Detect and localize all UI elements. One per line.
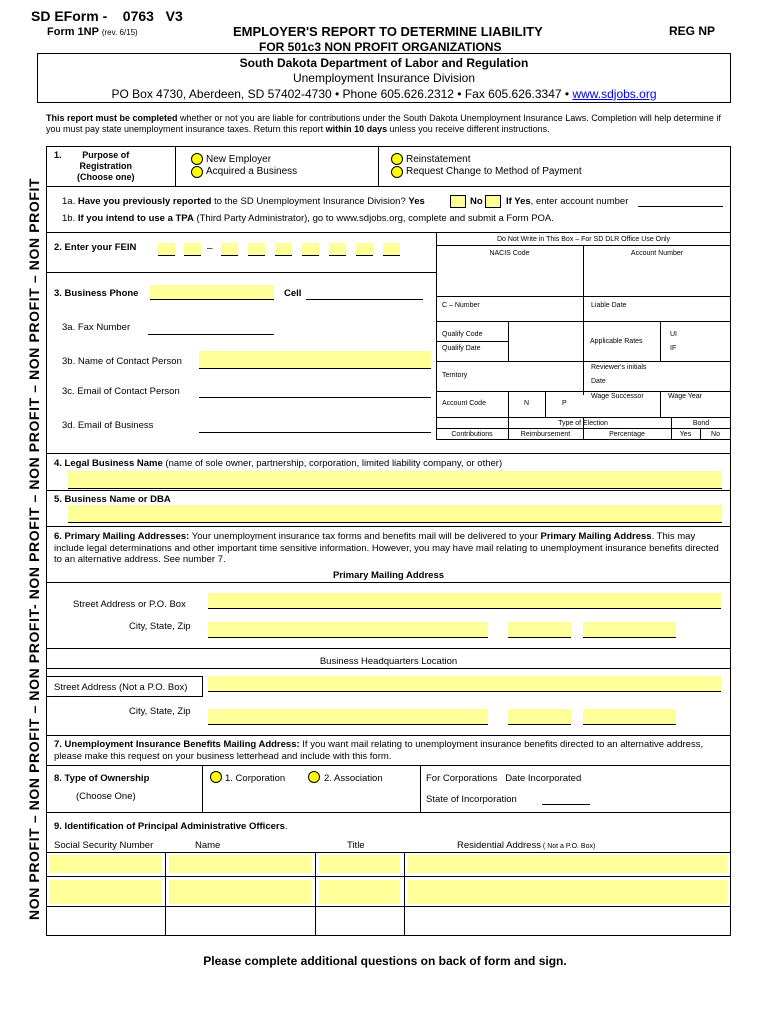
previously-reported-no-checkbox[interactable] — [485, 195, 501, 208]
association-radio[interactable] — [308, 771, 320, 783]
city-label: City, State, Zip — [129, 621, 191, 632]
fein-digit-8[interactable] — [356, 243, 373, 256]
request-change-label: Request Change to Method of Payment — [406, 166, 582, 177]
fein-digit-4[interactable] — [248, 243, 265, 256]
previously-reported-yes-checkbox[interactable] — [450, 195, 466, 208]
footer-note: Please complete additional questions on back of form and sign. — [203, 954, 567, 968]
officer-2-address-input[interactable] — [408, 880, 727, 904]
hq-city-input[interactable] — [208, 709, 488, 725]
office-bond-yes: Yes — [679, 431, 692, 438]
q1-label: Purpose of Registration (Choose one) — [77, 150, 135, 182]
office-liable-date: Liable Date — [591, 302, 627, 309]
acquired-business-radio[interactable] — [191, 166, 203, 178]
q7-text: 7. Unemployment Insurance Benefits Mailing Address: If you want mail relating to unemployment insurance benefits directed to an alternative address, please make this request on your business letterhead and include with this form. — [54, 739, 704, 762]
officer-1-title-input[interactable] — [319, 855, 400, 873]
fein-dash: – — [207, 243, 213, 254]
office-bond: Bond — [692, 420, 710, 427]
fein-digit-3[interactable] — [221, 243, 238, 256]
office-if: IF — [670, 345, 677, 352]
reinstatement-radio[interactable] — [391, 153, 403, 165]
office-p: P — [562, 400, 567, 407]
form-name: Form 1NP (rev. 6/15) — [47, 26, 138, 38]
contact-line: PO Box 4730, Aberdeen, SD 57402-4730 • Phone 605.626.2312 • Fax 605.626.3347 • www.sdjobs.org — [111, 87, 657, 101]
q9-title-header: Title — [347, 840, 365, 851]
office-territory: Territory — [442, 372, 468, 379]
q2-label: 2. Enter your FEIN — [54, 242, 137, 253]
business-phone-input[interactable] — [150, 285, 274, 300]
reg-code: REG NP — [669, 24, 716, 38]
officer-2-name-input[interactable] — [169, 880, 311, 904]
office-ui: UI — [670, 331, 677, 338]
state-input[interactable] — [508, 622, 571, 638]
office-nacis: NACIS Code — [489, 250, 530, 257]
form-subtitle: FOR 501c3 NON PROFIT ORGANIZATIONS — [259, 40, 502, 54]
cell-phone-input[interactable] — [306, 286, 423, 300]
account-number-input[interactable] — [638, 195, 723, 207]
business-email-input[interactable] — [199, 419, 431, 433]
fein-digit-1[interactable] — [158, 243, 175, 256]
zip-input[interactable] — [583, 622, 676, 638]
street-input[interactable] — [208, 593, 721, 609]
q9-name-header: Name — [195, 840, 221, 851]
officer-2-title-input[interactable] — [319, 880, 400, 904]
officer-1-address-input[interactable] — [408, 855, 727, 873]
form-id: SD EForm - 0763 V3 — [31, 8, 183, 24]
hq-state-input[interactable] — [508, 709, 571, 725]
contact-email-label: 3c. Email of Contact Person — [62, 386, 180, 397]
q1b-text: 1b. If you intend to use a TPA (Third Party Administrator), go to www.sdjobs.org, complete and submit a Form POA. — [62, 213, 554, 224]
hq-street-label: Street Address (Not a P.O. Box) — [54, 682, 188, 693]
q8-choose: (Choose One) — [76, 791, 136, 802]
business-dba-input[interactable] — [68, 505, 722, 523]
officer-1-ssn-input[interactable] — [50, 855, 161, 873]
request-change-radio[interactable] — [391, 166, 403, 178]
date-incorporated-label: For Corporations Date Incorporated — [426, 773, 582, 784]
office-account-code: Account Code — [442, 400, 486, 407]
city-input[interactable] — [208, 622, 488, 638]
office-contributions: Contributions — [451, 431, 493, 438]
fein-digit-9[interactable] — [383, 243, 400, 256]
officer-1-name-input[interactable] — [169, 855, 311, 873]
office-date: Date — [591, 378, 606, 385]
fein-digit-5[interactable] — [275, 243, 292, 256]
q9-ssn-header: Social Security Number — [54, 840, 154, 851]
q1a-no-label: No — [470, 196, 483, 207]
hq-city-label: City, State, Zip — [129, 706, 191, 717]
office-bond-no: No — [711, 431, 720, 438]
q5-label: 5. Business Name or DBA — [54, 494, 171, 505]
state-incorporation-input[interactable] — [542, 793, 590, 805]
sidebar-vertical-text: NON PROFIT – NON PROFIT – NON PROFIT- NON PROFIT – NON PROFIT – NON PROFIT – NON PROFIT — [26, 177, 42, 920]
q9-label: 9. Identification of Principal Administrative Officers. — [54, 821, 288, 832]
office-qualify-date: Qualify Date — [442, 345, 481, 352]
office-reimbursement: Reimbursement — [520, 431, 571, 438]
fein-digit-2[interactable] — [184, 243, 201, 256]
q1a-ifyes: If Yes, enter account number — [506, 196, 629, 207]
contact-email-input[interactable] — [199, 384, 431, 398]
primary-mailing-header: Primary Mailing Address — [332, 570, 445, 581]
q1-number: 1. — [54, 150, 62, 160]
office-n: N — [524, 400, 530, 407]
cell-label: Cell — [284, 288, 302, 299]
corporation-radio[interactable] — [210, 771, 222, 783]
officer-2-ssn-input[interactable] — [50, 880, 161, 904]
contact-name-input[interactable] — [199, 351, 431, 369]
division-name: Unemployment Insurance Division — [292, 71, 476, 85]
q3-label: 3. Business Phone — [54, 288, 139, 299]
new-employer-radio[interactable] — [191, 153, 203, 165]
office-qualify-code: Qualify Code — [442, 331, 483, 338]
office-c-number: C – Number — [442, 302, 480, 309]
website-link[interactable]: www.sdjobs.org — [572, 87, 657, 101]
fein-digit-7[interactable] — [329, 243, 346, 256]
office-account: Account Number — [630, 250, 684, 257]
office-wage-successor: Wage Successor — [591, 393, 644, 400]
q6-text: 6. Primary Mailing Addresses: Your unemployment insurance tax forms and benefits mail will be delivered to your Primary Mailing Address. This may include legal determinations and other important time sensitive information. However, you may have mail relating to unemployment insurance benefits directed to an alternative address. See number 7. — [54, 531, 719, 565]
department-name: South Dakota Department of Labor and Regulation — [239, 56, 529, 70]
q8-label: 8. Type of Ownership — [54, 773, 150, 784]
hq-zip-input[interactable] — [583, 709, 676, 725]
fax-label: 3a. Fax Number — [62, 322, 131, 333]
legal-business-name-input[interactable] — [68, 471, 722, 489]
hq-street-input[interactable] — [208, 676, 721, 692]
q9-address-header: Residential Address ( Not a P.O. Box) — [457, 840, 596, 851]
office-percentage: Percentage — [609, 431, 645, 438]
office-type-of-election: Type of Election — [558, 420, 608, 427]
office-wage-year: Wage Year — [668, 393, 702, 400]
fein-digit-6[interactable] — [302, 243, 319, 256]
corporation-label: 1. Corporation — [225, 773, 286, 784]
office-reviewers-initials: Reviewer's initials — [591, 364, 647, 371]
office-use-header: Do Not Write in This Box – For SD DLR Office Use Only — [496, 236, 671, 243]
q1a-text: 1a. Have you previously reported to the SD Unemployment Insurance Division? Yes — [62, 196, 425, 207]
business-email-label: 3d. Email of Business — [62, 420, 154, 431]
acquired-business-label: Acquired a Business — [206, 166, 298, 177]
office-applicable-rates: Applicable Rates — [590, 338, 643, 345]
contact-name-label: 3b. Name of Contact Person — [62, 356, 182, 367]
hq-header: Business Headquarters Location — [319, 656, 458, 667]
association-label: 2. Association — [324, 773, 383, 784]
form-title: EMPLOYER'S REPORT TO DETERMINE LIABILITY — [233, 24, 543, 39]
fax-input[interactable] — [148, 321, 274, 335]
state-incorporation-label: State of Incorporation — [426, 794, 517, 805]
q4-label: 4. Legal Business Name (name of sole owner, partnership, corporation, limited liability company, or other) — [54, 458, 503, 469]
new-employer-label: New Employer — [206, 154, 272, 165]
reinstatement-label: Reinstatement — [406, 154, 471, 165]
intro-text: This report must be completed whether or not you are liable for contributions under the South Dakota Unemployment Insurance Laws. Completion will help determine if you must pay state unemployment insurance taxes. Return this report within 10 days unless you receive different instructions. — [46, 113, 721, 134]
street-label: Street Address or P.O. Box — [73, 599, 186, 610]
